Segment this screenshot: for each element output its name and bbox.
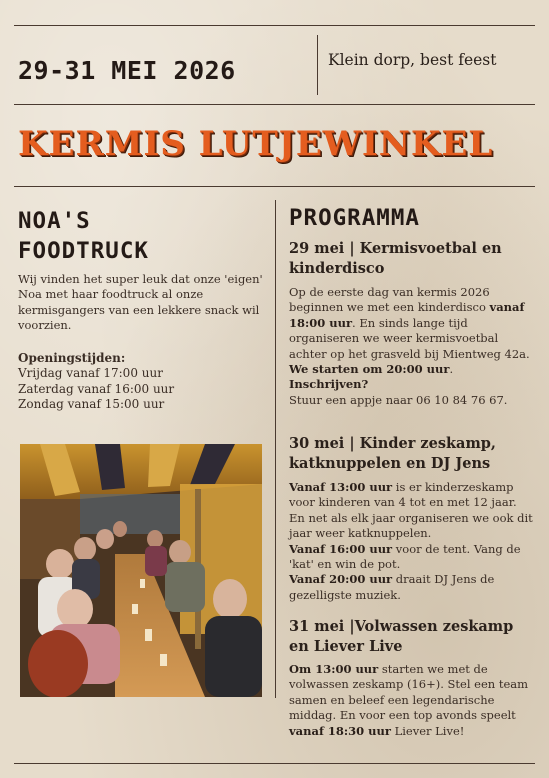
day1-signup-text: Stuur een appje naar 06 10 84 76 67. [289,392,508,407]
top-rule [14,25,535,26]
opening-hours [18,351,268,413]
foodtruck-intro: Wij vinden het super leuk dat onze 'eigen' Noa met haar foodtruck al onze kermisgangers van een lekkere snack wil voorzien. [18,272,263,333]
column-divider [275,200,276,698]
title-rule [14,186,535,187]
event-date: 29-31 MEI 2026 [18,56,236,85]
day3-text [289,662,534,739]
day2-a-time: Vanaf 13:00 uur [289,480,393,494]
day1-p1-rest: . En sinds lange tijd organiseren we weer kermisvoetbal achter op het grasveld bij Mientweg 42a. [289,315,530,361]
day2-c-text: draait DJ Jens de gezelligste muziek. [289,572,495,602]
day3-a-text2: Liever Live! [390,723,465,738]
opening-hours-sunday: Zondag vanaf 15:00 uur [18,397,165,412]
day1-start-rest: . [449,362,454,377]
day1-p1: Op de eerste dag van kermis 2026 beginnen we met een kinderdisco [289,285,490,315]
page-title: KERMIS LUTJEWINKEL [18,124,494,164]
day2-b-time: Vanaf 16:00 uur [289,541,393,556]
day2-text [289,480,534,603]
day3-a-text: starten we met de volwassen zeskamp (16+). Stel een team samen en beleef een legendarische middag. En voor een top avonds speelt [289,662,529,723]
foodtruck-heading-line2: FOODTRUCK [18,238,149,264]
day2-c-time: Vanaf 20:00 uur [289,572,393,587]
tagline: Klein dorp, best feest [328,51,497,69]
day3-a-time: Om 13:00 uur [289,662,379,676]
day1-p1-time: vanaf 18:00 uur [289,300,525,330]
header-divider [317,35,318,95]
header-rule [14,104,535,105]
bottom-rule [14,763,535,764]
day1-signup: Inschrijven? [289,377,369,392]
foodtruck-heading-line1: NOA'S [18,208,91,234]
day3-title: 31 mei |Volwassen zeskamp en Liever Live [289,618,514,655]
day1-start: We starten om 20:00 uur [289,362,450,377]
day2-a-text: is er kinderzeskamp voor kinderen van 4 tot en met 12 jaar. En net als elk jaar organiseren we ook dit jaar weer katknuppelen. [289,480,533,541]
programma-heading: PROGRAMMA [289,205,420,231]
day1-title: 29 mei | Kermisvoetbal en kinderdisco [289,240,502,277]
foodtruck-photo [20,444,262,697]
day3-a-time2: vanaf 18:30 uur [289,723,391,738]
opening-hours-saturday: Zaterdag vanaf 16:00 uur [18,381,175,396]
day2-title: 30 mei | Kinder zeskamp, katknuppelen en DJ Jens [289,435,496,472]
opening-hours-title: Openingstijden: [18,351,126,365]
day1-text [289,285,534,408]
day2-b-text: voor de tent. Vang de 'kat' en win de pot. [289,541,521,572]
opening-hours-friday: Vrijdag vanaf 17:00 uur [18,366,163,381]
